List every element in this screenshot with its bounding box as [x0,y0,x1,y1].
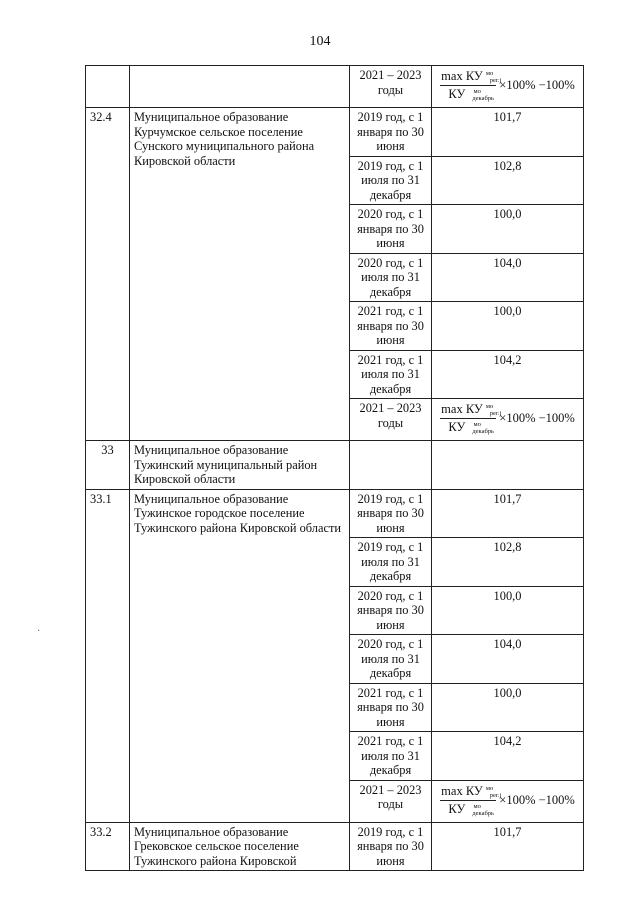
formula-numerator-sub: рег.j [489,410,502,418]
value-cell: 100,0 [432,205,584,254]
formula-tail: ×100% −100% [499,792,575,807]
formula-cell [432,399,584,441]
formula [436,783,579,817]
formula-numerator-sup: мо [485,70,494,78]
value-cell: 101,7 [432,489,584,538]
value-cell: 100,0 [432,683,584,732]
value-cell: 102,8 [432,538,584,587]
formula-cell [432,780,584,822]
formula-numerator-indices [484,70,502,85]
value-cell: 101,7 [432,108,584,157]
table-row [86,822,584,871]
period-cell: 2020 год, с 1 июля по 31 декабря [350,253,432,302]
value-cell [432,441,584,490]
formula-denominator [447,86,495,103]
formula-denominator-sup: мо [473,421,481,429]
row-name-cell [130,66,350,108]
formula-numerator-main: max КУ [441,783,483,798]
formula-fraction [440,402,502,436]
row-number-cell: 33.2 [86,822,130,871]
row-number-cell: 33.1 [86,489,130,822]
period-cell: 2021 – 2023 годы [350,780,432,822]
period-cell: 2019 год, с 1 января по 30 июня [350,489,432,538]
row-name-cell: Муниципальное образование Курчумское сельское поселение Сунского муниципального района Кировской области [130,108,350,441]
table-row [86,441,584,490]
formula-denominator-indices [466,88,495,103]
formula-numerator-main: max КУ [441,69,483,83]
period-cell: 2021 год, с 1 июля по 31 декабря [350,732,432,781]
formula-cell [432,66,584,108]
formula [436,68,579,102]
formula-denominator-indices [466,421,495,436]
formula-numerator [440,783,502,801]
period-cell: 2021 – 2023 годы [350,66,432,108]
formula-denominator-main: КУ [448,87,466,102]
value-cell: 101,7 [432,822,584,871]
value-cell: 104,0 [432,253,584,302]
row-number-cell [86,66,130,108]
formula-fraction [440,783,502,817]
formula-denominator-main: КУ [448,420,466,435]
formula-tail: ×100% −100% [499,411,575,426]
scan-speck: · [37,626,41,637]
formula-fraction [440,69,502,103]
table-row [86,108,584,157]
period-cell: 2019 год, с 1 июля по 31 декабря [350,538,432,587]
period-cell: 2019 год, с 1 января по 30 июня [350,822,432,871]
formula-denominator-sup: мо [473,802,481,810]
formula-denominator-main: КУ [448,801,466,816]
page-number: 104 [309,34,331,49]
value-cell: 104,0 [432,635,584,684]
formula-numerator [440,402,502,419]
row-name-cell: Муниципальное образование Тужинское городское поселение Тужинского района Кировской области [130,489,350,822]
formula-numerator-sub: рег.j [489,791,502,799]
table-row [86,66,584,108]
row-name-cell: Муниципальное образование Тужинский муниципальный район Кировской области [130,441,350,490]
formula-numerator-sup: мо [485,784,494,792]
formula-denominator-sub: декабрь [472,95,495,103]
period-cell: 2019 год, с 1 июля по 31 декабря [350,156,432,205]
row-number-cell: 33 [86,441,130,490]
period-cell: 2021 год, с 1 января по 30 июня [350,683,432,732]
value-cell: 100,0 [432,586,584,635]
period-cell [350,441,432,490]
formula-numerator-sub: рег.j [489,77,502,85]
period-cell: 2020 год, с 1 января по 30 июня [350,205,432,254]
period-cell: 2021 год, с 1 июля по 31 декабря [350,350,432,399]
formula-tail: ×100% −100% [499,78,575,93]
formula-numerator-sup: мо [485,403,494,411]
formula-denominator-sup: мо [473,88,481,96]
formula-denominator-sub: декабрь [472,428,495,436]
formula-numerator-indices [484,784,502,799]
value-cell: 100,0 [432,302,584,351]
value-cell: 104,2 [432,350,584,399]
formula-denominator [447,801,495,817]
formula-denominator-sub: декабрь [472,809,495,817]
formula-numerator-main: max КУ [441,402,483,416]
period-cell: 2020 год, с 1 января по 30 июня [350,586,432,635]
value-cell: 104,2 [432,732,584,781]
period-cell: 2021 год, с 1 января по 30 июня [350,302,432,351]
formula-denominator [447,419,495,436]
formula-numerator [440,69,502,86]
period-cell: 2019 год, с 1 января по 30 июня [350,108,432,157]
formula-numerator-indices [484,403,502,418]
formula [436,401,579,435]
row-name-cell: Муниципальное образование Грековское сельское поселение Тужинского района Кировской [130,822,350,871]
row-number-cell: 32.4 [86,108,130,441]
period-cell: 2020 год, с 1 июля по 31 декабря [350,635,432,684]
table-row [86,489,584,538]
period-cell: 2021 – 2023 годы [350,399,432,441]
tariff-table [85,65,584,871]
value-cell: 102,8 [432,156,584,205]
formula-denominator-indices [466,802,495,817]
